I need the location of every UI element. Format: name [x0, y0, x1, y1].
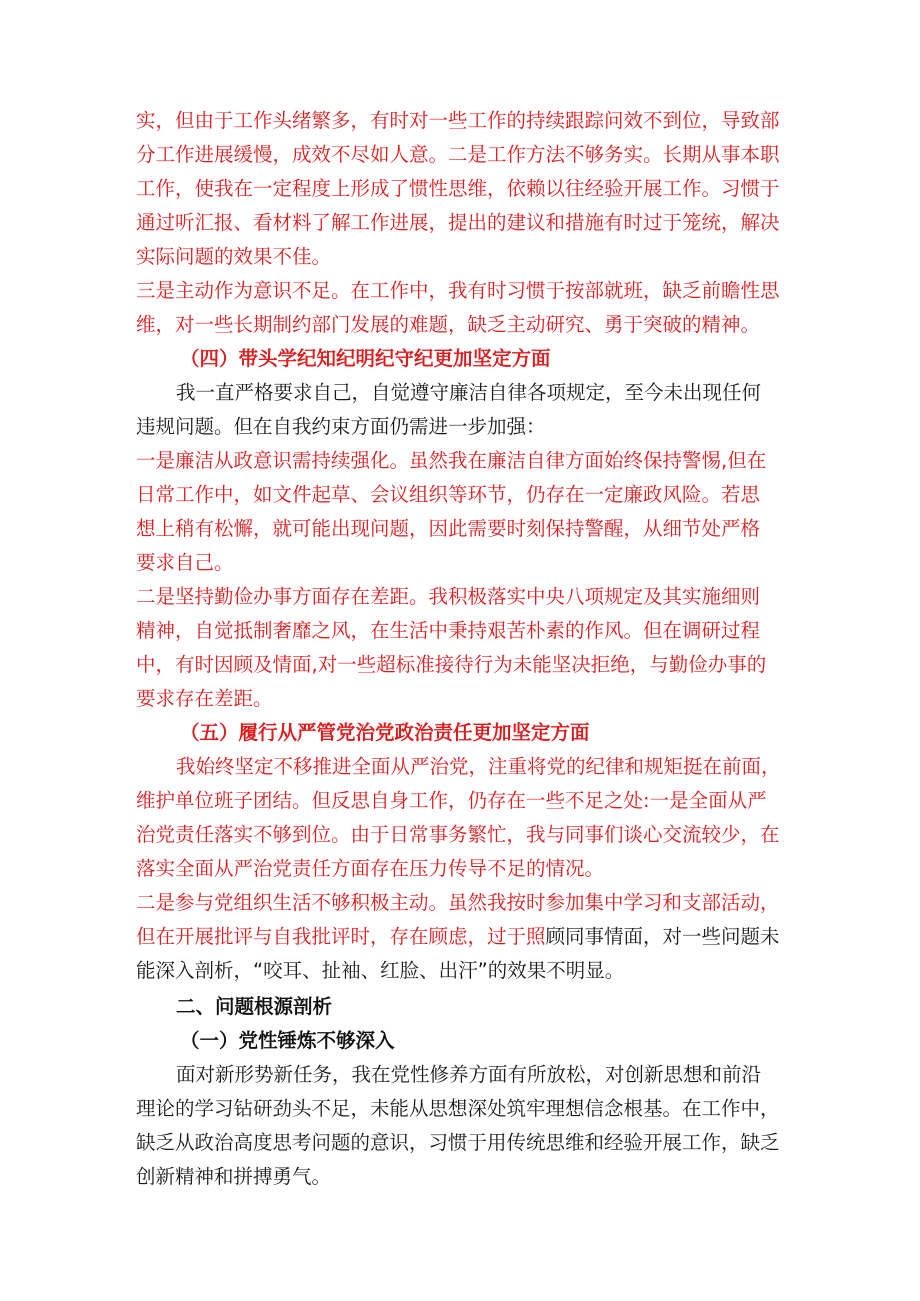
text-segment: 二是坚持勤俭办事方面存在差距。我积极落实中央八项规定及其实施细则: [136, 585, 761, 608]
section-heading: [180, 716, 590, 750]
text-segment: 维护单位班子团结。但反思自身工作，仍存在一些不足之处:一是全面从严: [136, 789, 767, 812]
text-segment: 顾同事情面，对一些问题未: [545, 925, 780, 948]
paragraph-line: [136, 410, 546, 444]
text-segment: 缺乏从政治高度思考问题的意识，习惯于用传统思维和经验开展工作，缺乏: [136, 1131, 780, 1154]
paragraph-line: [136, 614, 760, 648]
paragraph-line: [136, 852, 604, 886]
text-segment: 精神，自觉抵制奢靡之风，在生活中秉持艰苦朴素的作风。但在调研过程: [136, 619, 761, 642]
heading-text: 二、问题根源剖析: [176, 995, 333, 1018]
paragraph-line: [136, 308, 760, 342]
text-segment: 工作，使我在一定程度上形成了惯性思维，依赖以往经验开展工作。习惯于: [136, 177, 780, 200]
paragraph-line: [136, 580, 760, 614]
paragraph-line: [136, 206, 780, 240]
paragraph-line: [136, 648, 766, 682]
text-segment: 想上稍有松懈，就可能出现问题，因此需要时刻保持警醒，从细节处严格: [136, 517, 761, 540]
text-segment: 治党责任落实不够到位。由于日常事务繁忙，我与同事们谈心交流较少，在: [136, 823, 780, 846]
paragraph-line: [136, 818, 780, 852]
text-segment: 我一直严格要求自己，自觉遵守廉洁自律各项规定，至今未出现任何: [176, 381, 762, 404]
text-segment: 创新精神和拼搏勇气。: [136, 1165, 332, 1188]
text-segment: 日常工作中，如文件起草、会议组织等环节，仍存在一定廉政风险。若思: [136, 483, 761, 506]
paragraph-line: [176, 376, 761, 410]
paragraph-line: [136, 274, 780, 308]
text-segment: 三是主动作为意识不足。在工作中，我有时习惯于按部就班，缺乏前瞻性思: [136, 279, 780, 302]
text-segment: 中，有时因顾及情面,对一些超标准接待行为未能坚决拒绝，与勤俭办事的: [136, 653, 767, 676]
paragraph-line: [136, 682, 273, 716]
paragraph-line: [136, 240, 331, 274]
heading-text: （四）带头学纪知纪明纪守纪更加坚定方面: [180, 347, 551, 370]
text-segment: 分工作进展缓慢，成效不尽如人意。二是工作方法不够务实。长期从事本职: [136, 143, 780, 166]
text-segment: 落实全面从严治党责任方面存在压力传导不足的情况。: [136, 857, 605, 880]
text-segment: 维，对一些长期制约部门发展的难题，缺乏主动研究、勇于突破的精神。: [136, 313, 761, 336]
text-segment: 实，但由于工作头绪繁多，有时对一些工作的持续跟踪问效不到位，导致部: [136, 109, 780, 132]
paragraph-line: [136, 886, 780, 920]
text-segment: 要求存在差距。: [136, 687, 273, 710]
heading-text: （五）履行从严管党治党政治责任更加坚定方面: [180, 721, 590, 744]
text-segment: 实际问题的效果不佳。: [136, 245, 332, 268]
paragraph-line: [136, 546, 234, 580]
paragraph-line: [136, 1126, 780, 1160]
text-segment: 违规问题。但在自我约束方面仍需进一步加强：: [136, 415, 546, 438]
paragraph-line: [136, 512, 760, 546]
heading-text: （一）党性锤炼不够深入: [180, 1029, 395, 1052]
paragraph-line: [136, 172, 780, 206]
paragraph-line: [136, 104, 780, 138]
text-segment: 二是参与党组织生活不够积极主动。虽然我按时参加集中学习和支部活动，: [136, 891, 780, 914]
paragraph-line: [136, 1160, 331, 1194]
paragraph-line: [136, 920, 780, 954]
paragraph-line: [176, 1058, 761, 1092]
paragraph-line: [136, 444, 766, 478]
text-segment: 能深入剖析，“咬耳、扯袖、红脸、出汗”的效果不明显。: [136, 959, 625, 982]
text-segment: 通过听汇报、看材料了解工作进展，提出的建议和措施有时过于笼统，解决: [136, 211, 780, 234]
paragraph-line: [136, 138, 780, 172]
text-segment: 面对新形势新任务，我在党性修养方面有所放松，对创新思想和前沿: [176, 1063, 762, 1086]
section-heading: [180, 1024, 395, 1058]
paragraph-line: [136, 1092, 780, 1126]
text-segment: 但在开展批评与自我批评时，存在顾虑，过于照: [136, 925, 546, 948]
text-segment: 一是廉洁从政意识需持续强化。虽然我在廉洁自律方面始终保持警惕,但在: [136, 449, 767, 472]
paragraph-line: [176, 750, 781, 784]
paragraph-line: [136, 478, 760, 512]
chapter-heading: [176, 990, 332, 1024]
text-segment: 我始终坚定不移推进全面从严治党，注重将党的纪律和规矩挺在前面，: [176, 755, 781, 778]
paragraph-line: [136, 784, 767, 818]
paragraph-line: [136, 954, 624, 988]
section-heading: [180, 342, 551, 376]
text-segment: 要求自己。: [136, 551, 234, 574]
text-segment: 理论的学习钻研劲头不足，未能从思想深处筑牢理想信念根基。在工作中，: [136, 1097, 780, 1120]
